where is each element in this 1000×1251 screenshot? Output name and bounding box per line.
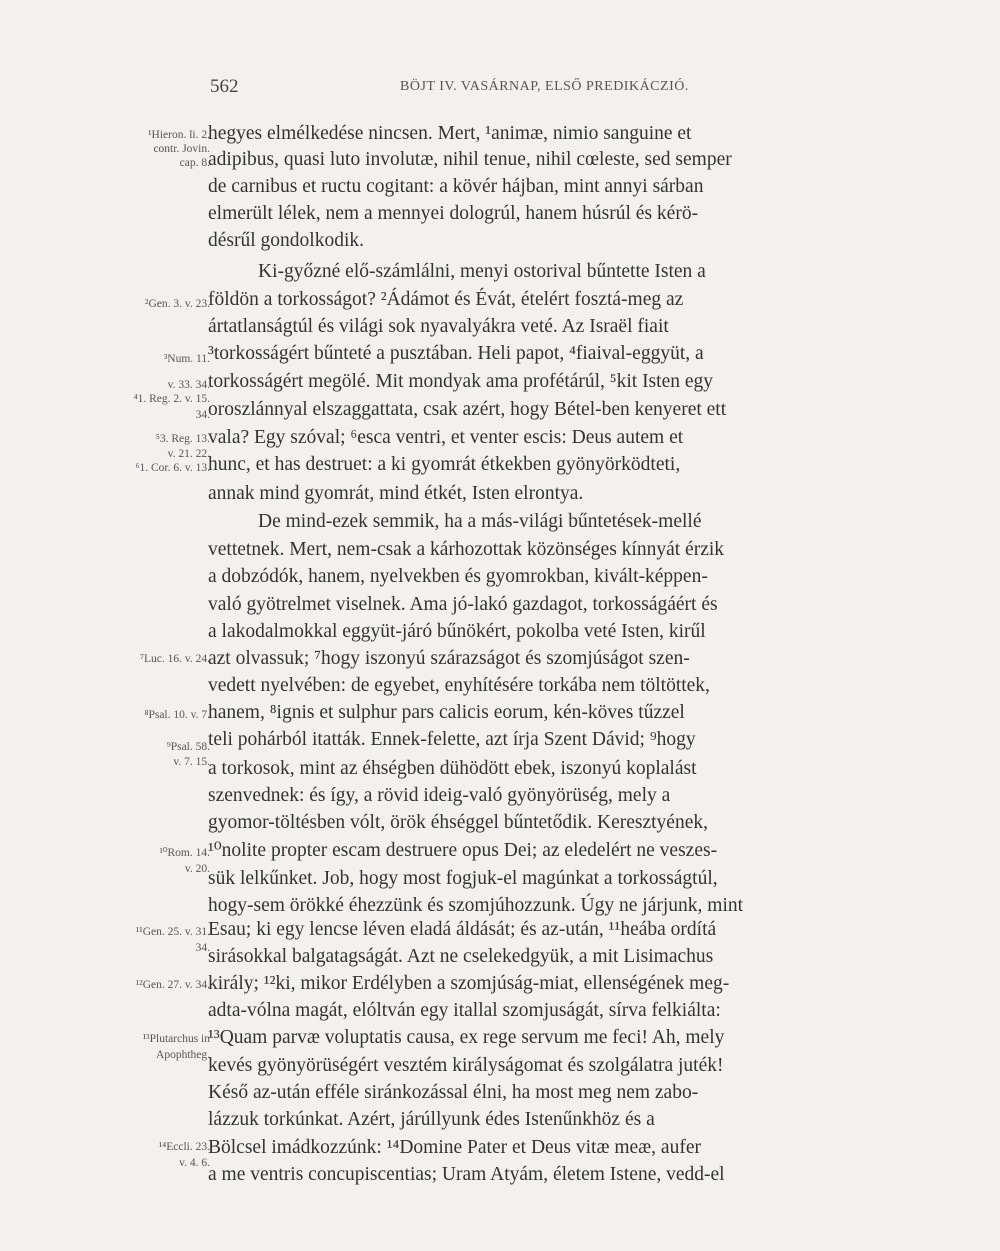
body-line: vedett nyelvében: de egyebet, enyhítésére torkába nem töltöttek, (208, 675, 710, 696)
body-line: vala? Egy szóval; ⁶esca ventri, et venter escis: Deus autem et (208, 427, 684, 448)
margin-note: ¹³Plutarchus in (142, 1033, 210, 1045)
body-line: a me ventris concupiscentias; Uram Atyám, életem Istene, vedd-el (208, 1164, 725, 1185)
margin-note: ¹¹Gen. 25. v. 31. (135, 926, 210, 938)
body-line: désrűl gondolkodik. (208, 230, 364, 251)
body-line: De mind-ezek semmik, ha a más-világi bűntetések-mellé (258, 511, 702, 532)
body-line: hunc, et has destruet: a ki gyomrát étkekben gyönyörködteti, (208, 454, 681, 475)
margin-note: v. 7. 15. (173, 756, 210, 768)
margin-note: ¹Hieron. li. 2. (148, 129, 210, 141)
margin-note: 34. (195, 409, 210, 421)
body-line: Ki-győzné elő-számlálni, menyi ostorival bűntette Isten a (258, 261, 706, 282)
body-line: Késő az-után efféle siránkozással élni, ha most meg nem zabo- (208, 1082, 699, 1103)
margin-note: ³Num. 11. (163, 353, 210, 365)
body-line: sirásokkal balgatagságát. Azt ne cselekedgyük, a mit Lisimachus (208, 946, 714, 967)
margin-note: ¹⁰Rom. 14. (159, 847, 210, 859)
margin-note: Apophtheg. (156, 1049, 210, 1061)
body-line: vettetnek. Mert, nem-csak a kárhozottak közönséges kínnyát érzik (208, 539, 725, 560)
running-title: BÖJT IV. VASÁRNAP, ELSŐ PREDIKÁCZIÓ. (400, 79, 689, 94)
body-line: teli pohárból itatták. Ennek-felette, azt írja Szent Dávid; ⁹hogy (208, 729, 696, 750)
body-line: földön a torkosságot? ²Ádámot és Évát, ételért fosztá-meg az (208, 289, 684, 310)
body-line: lázzuk torkúnkat. Azért, járúllyunk édes Istenűnkhöz és a (208, 1109, 655, 1130)
margin-note: ⁷Luc. 16. v. 24. (139, 653, 210, 665)
body-line: szenvednek: és így, a rövid ideig-való gyönyörüség, mely a (208, 785, 671, 806)
margin-note: ⁸Psal. 10. v. 7. (144, 709, 210, 721)
margin-note: v. 33. 34. (167, 379, 210, 391)
body-line: Esau; ki egy lencse léven eladá áldását; és az-után, ¹¹heába ordítá (208, 919, 717, 940)
body-line: adipibus, quasi luto involutæ, nihil tenue, nihil cœleste, sed semper (208, 149, 732, 170)
margin-note: v. 4. 6. (179, 1157, 210, 1169)
margin-note: ¹²Gen. 27. v. 34. (135, 979, 210, 991)
body-line: hegyes elmélkedése nincsen. Mert, ¹animæ, nimio sanguine et (208, 123, 692, 144)
body-line: kevés gyönyörüségért vesztém királyságomat és szolgálatra juték! (208, 1055, 724, 1076)
margin-note: ⁴1. Reg. 2. v. 15. (133, 393, 210, 405)
body-line: ³torkosságért bűnteté a pusztában. Heli papot, ⁴fiaival-eggyüt, a (208, 343, 704, 364)
body-line: adta-vólna magát, elóltván egy itallal szomjuságát, sírva felkiálta: (208, 1000, 721, 1021)
margin-note: 34. (195, 942, 210, 954)
body-line: gyomor-töltésben vólt, örök éhséggel bűntetődik. Keresztyének, (208, 812, 708, 833)
margin-note: v. 20. (184, 863, 210, 875)
body-line: torkosságért megölé. Mit mondyak ama profétárúl, ⁵kit Isten egy (208, 371, 714, 392)
body-line: elmerült lélek, nem a mennyei dologrúl, hanem húsrúl és kérö- (208, 203, 699, 224)
margin-note: ⁶1. Cor. 6. v. 13. (135, 462, 210, 474)
body-line: király; ¹²ki, mikor Erdélyben a szomjúság-miat, ellenségének meg- (208, 973, 730, 994)
body-line: ¹³Quam parvæ voluptatis causa, ex rege servum me feci! Ah, mely (208, 1027, 725, 1048)
body-line: a torkosok, mint az éhségben dühödött ebek, iszonyú koplalást (208, 758, 697, 779)
body-line: de carnibus et ructu cogitant: a kövér hájban, mint annyi sárban (208, 176, 704, 197)
body-line: hogy-sem örökké éhezzünk és szomjúhozzunk. Úgy ne járjunk, mint (208, 895, 744, 916)
margin-note: ¹⁴Eccli. 23. (158, 1141, 210, 1153)
body-line: ¹⁰nolite propter escam destruere opus Dei; az eledelért ne veszes- (208, 840, 718, 861)
margin-note: ⁵3. Reg. 13. (155, 433, 210, 445)
body-line: ártatlanságtúl és világi sok nyavalyákra veté. Az Israël fiait (208, 316, 669, 337)
margin-note: ²Gen. 3. v. 23. (145, 298, 210, 310)
body-line: való gyötrelmet viselnek. Ama jó-lakó gazdagot, torkosságáért és (208, 594, 718, 615)
margin-note: cap. 8. (179, 157, 210, 169)
body-line: oroszlánnyal elszaggattata, csak azért, hogy Bétel-ben kenyeret ett (208, 399, 727, 420)
body-line: annak mind gyomrát, mind étkét, Isten elrontya. (208, 483, 584, 504)
page-number: 562 (210, 76, 239, 97)
body-line: sük lelkűnket. Job, hogy most fogjuk-el magúnkat a torkosságtúl, (208, 868, 718, 889)
margin-note: v. 21. 22. (167, 448, 210, 460)
body-line: hanem, ⁸ignis et sulphur pars calicis eorum, kén-köves tűzzel (208, 702, 685, 723)
body-line: azt olvassuk; ⁷hogy iszonyú szárazságot és szomjúságot szen- (208, 648, 690, 669)
body-line: Bölcsel imádkozzúnk: ¹⁴Domine Pater et Deus vitæ meæ, aufer (208, 1137, 701, 1158)
margin-note: ⁹Psal. 58. (166, 741, 210, 753)
body-line: a dobzódók, hanem, nyelvekben és gyomrokban, kivált-képpen- (208, 566, 708, 587)
margin-note: contr. Jovin. (153, 143, 210, 155)
body-line: a lakodalmokkal eggyüt-járó bűnökért, pokolba veté Isten, kirűl (208, 621, 706, 642)
